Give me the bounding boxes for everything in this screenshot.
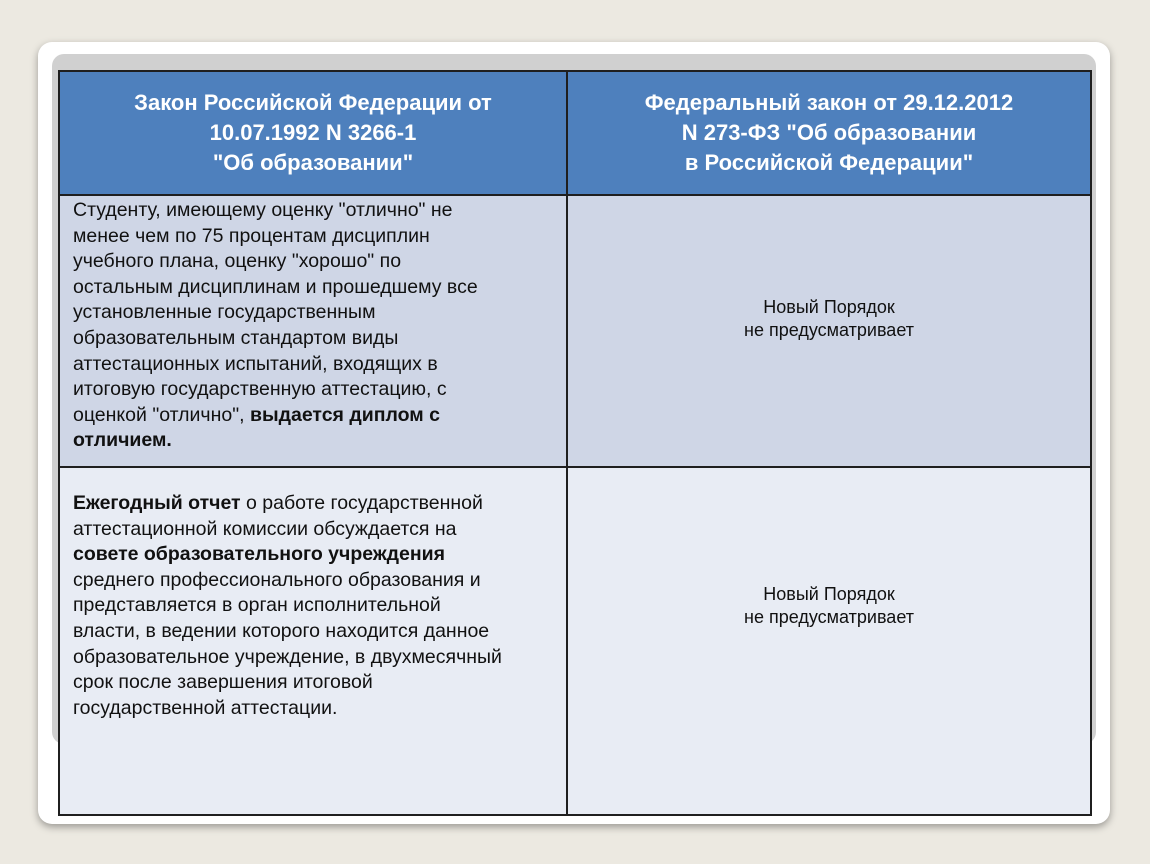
table-row	[59, 195, 1091, 467]
comparison-table-container	[58, 70, 1090, 816]
text-line: Новый Порядок	[763, 584, 895, 604]
text-line: менее чем по 75 процентам дисциплин	[73, 224, 430, 247]
text-line: власти, в ведении которого находится данное	[73, 619, 490, 642]
text-line: не предусматривает	[744, 607, 914, 627]
text-line	[73, 403, 558, 429]
text-line: срок после завершения итоговой	[73, 671, 373, 694]
text-line: остальным дисциплинам и прошедшему все	[73, 275, 478, 298]
text-line	[73, 428, 558, 454]
text-bold: совете образовательного учреждения	[73, 543, 446, 566]
text-plain: о работе государственной	[240, 492, 483, 514]
header-old-law-line: "Об образовании"	[212, 150, 414, 175]
text-line: аттестационных испытаний, входящих в	[73, 352, 438, 375]
text-line: Новый Порядок	[763, 297, 895, 317]
comparison-table	[58, 70, 1092, 816]
text-line: итоговую государственную аттестацию, с	[73, 378, 447, 401]
header-new-law	[567, 71, 1091, 195]
text-line: представляется в орган исполнительной	[73, 594, 441, 617]
text-line: Студенту, имеющему оценку "отлично" не	[73, 199, 453, 221]
text-bold: Ежегодный отчет	[73, 492, 241, 514]
text-line: не предусматривает	[744, 320, 914, 340]
text-bold: выдается диплом с	[249, 403, 440, 426]
text-line: аттестационной комиссии обсуждается на	[73, 517, 457, 540]
new-law-cell	[567, 195, 1091, 467]
header-old-law-line: 10.07.1992 N 3266-1	[209, 120, 417, 145]
new-law-text	[568, 583, 1090, 629]
text-plain: оценкой "отлично",	[73, 403, 250, 426]
old-law-cell	[59, 467, 567, 815]
text-line: государственной аттестации.	[73, 696, 338, 719]
header-old-law	[59, 71, 567, 195]
text-bold: отличием.	[73, 429, 172, 452]
text-line: среднего профессионального образования и	[73, 568, 481, 591]
header-new-law-line: в Российской Федерации"	[684, 150, 974, 175]
table-row	[59, 467, 1091, 815]
new-law-text	[568, 296, 1090, 342]
text-line	[73, 491, 558, 517]
text-line: образовательное учреждение, в двухмесячный	[73, 645, 502, 668]
text-line: образовательным стандартом виды	[73, 326, 399, 349]
text-line: учебного плана, оценку "хорошо" по	[73, 250, 402, 273]
header-old-law-line: Закон Российской Федерации от	[134, 90, 492, 115]
text-line	[73, 542, 558, 568]
header-row	[59, 71, 1091, 195]
new-law-cell	[567, 467, 1091, 815]
header-new-law-line: N 273-ФЗ "Об образовании	[681, 120, 977, 145]
old-law-cell	[59, 195, 567, 467]
header-new-law-line: Федеральный закон от 29.12.2012	[644, 90, 1014, 115]
text-line: установленные государственным	[73, 301, 376, 324]
